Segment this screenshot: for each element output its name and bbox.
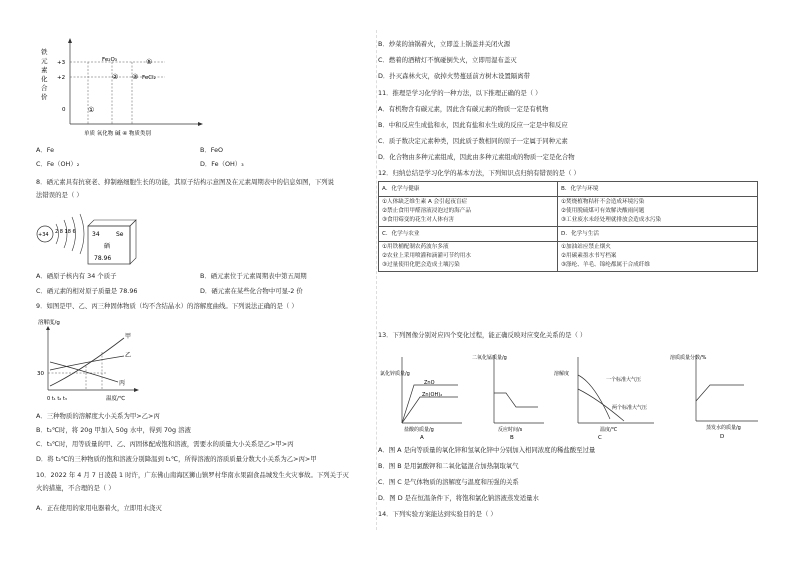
- y-label-char: 元: [41, 57, 48, 65]
- graph-a-ylabel: 氯化锌质量/g: [380, 371, 410, 377]
- q7-option-d[interactable]: D．Fe（OH）₃: [200, 160, 244, 168]
- graph-d-ylabel: 溶质质量分数/%: [670, 355, 707, 361]
- cell-c-head: C．化学与农业: [379, 227, 558, 242]
- q13-graph-c: [554, 345, 664, 441]
- graph-a-xlabel: 盐酸的质量/g: [404, 427, 434, 433]
- graph-c-label-1atm: 一个标准大气压: [606, 377, 642, 383]
- cell-c-body: [379, 242, 558, 272]
- label-bing: 丙: [119, 380, 126, 387]
- y-tick-30: 30: [37, 371, 44, 377]
- q10-option-b[interactable]: B．炒菜的油锅着火，立即盖上锅盖并关闭火源: [378, 40, 511, 48]
- q7-option-c[interactable]: C．Fe（OH）₂: [36, 160, 80, 168]
- cell-b-item: ②使用脱硫煤可有效解决酸雨问题: [561, 208, 645, 214]
- y-label-char: 价: [41, 93, 48, 101]
- q14-stem: 14．下列实验方案能达到实验目的是（ ）: [378, 510, 497, 518]
- q10-option-a[interactable]: A．正在使用的家用电器着火，立即用水浇灭: [36, 504, 162, 512]
- cell-a-body: [379, 197, 558, 227]
- q13-option-a[interactable]: A．图 A 是向等质量的氧化锌和氢氧化锌中分别加入相同浓度的稀盐酸至过量: [378, 446, 596, 454]
- table-row: [379, 197, 758, 227]
- graph-b-line: [494, 393, 538, 407]
- graph-b-ylabel: 二氧化锰质量/g: [472, 355, 507, 361]
- curve-yi: [50, 356, 124, 370]
- x-ticks: 0 t₁ t₂ t₃: [47, 396, 67, 402]
- label-yi: 乙: [125, 352, 132, 359]
- q11-stem: 11．推理是学习化学的一种方法，以下推理正确的是（ ）: [378, 89, 542, 97]
- y-label-char: 合: [41, 84, 48, 92]
- graph-a-line-zn-oh2: [402, 397, 458, 423]
- q8-stem-line2: 法错误的是（ ）: [36, 191, 83, 199]
- cell-d-head: D．化学与生活: [558, 227, 758, 242]
- point-5: ⑤: [146, 58, 153, 66]
- cell-a-item: ①人体缺乏维生素 A 会引起夜盲症: [382, 199, 468, 205]
- y-axis-label: 溶解度/g: [38, 320, 60, 326]
- table-row: [379, 227, 758, 242]
- iron-valence-chart: [40, 36, 210, 140]
- q13-option-c[interactable]: C．图 C 是气体物质的溶解度与温度和压强的关系: [378, 478, 519, 486]
- point-2: ②: [112, 73, 119, 81]
- element-symbol: Se: [116, 231, 124, 238]
- cell-a-head: A．化学与健康: [379, 182, 558, 197]
- graph-d-line: [696, 385, 744, 401]
- cell-c-item: ②农业上采用喷灌和滴灌可节约用水: [382, 253, 471, 259]
- q9-option-a[interactable]: A．三种物质的溶解度大小关系为甲>乙>丙: [36, 412, 160, 420]
- q9-option-d[interactable]: D．将 t₂℃的三种物质的饱和溶液分别降温到 t₁℃，所得溶液的溶质质量分数大小关系为乙>丙>甲: [36, 455, 317, 463]
- tick-zero: 0: [62, 107, 66, 113]
- y-label-char: 化: [41, 75, 48, 83]
- q13-option-b[interactable]: B．图 B 是用氯酸钾和二氧化锰混合加热制取氧气: [378, 462, 519, 470]
- q12-summary-table: [378, 181, 758, 272]
- q11-option-a[interactable]: A．有机物含有碳元素，因此含有碳元素的物质一定是有机物: [378, 105, 549, 113]
- cell-b-item: ①焚烧植物秸秆不会造成环境污染: [561, 199, 645, 205]
- x-axis-arrow: [198, 122, 203, 126]
- table-row: [379, 242, 758, 272]
- q11-option-c[interactable]: C．质子数决定元素种类，因此质子数相同的原子一定属于同种元素: [378, 137, 568, 145]
- graph-b-xlabel: 反应时间/s: [498, 427, 523, 433]
- cell-d-item: ②用碳素墨水书写档案: [561, 253, 617, 259]
- q9-option-b[interactable]: B．t₂℃时，将 20g 甲加入 50g 水中，得到 70g 溶液: [36, 426, 191, 434]
- q8-option-a[interactable]: A．硒原子核内有 34 个质子: [36, 272, 117, 280]
- point-6-label: FeCl₂: [142, 75, 156, 81]
- label-jia: 甲: [125, 333, 132, 340]
- graph-b-letter: B: [510, 435, 514, 441]
- cube-top: [88, 220, 136, 226]
- cell-b-body: [558, 197, 758, 227]
- graph-a-letter: A: [420, 435, 424, 441]
- element-name: 硒: [104, 243, 111, 250]
- q8-option-c[interactable]: C．硒元素的相对原子质量是 78.96: [36, 287, 138, 295]
- q11-option-b[interactable]: B．中和反应生成盐和水，因此有盐和水生成的反应一定是中和反应: [378, 121, 568, 129]
- q13-option-d[interactable]: D．图 D 是在恒温条件下，将饱和氯化钠溶液蒸发适量水: [378, 494, 539, 502]
- cell-d-body: [558, 242, 758, 272]
- periodic-table-cell: [86, 218, 146, 266]
- q13-stem: 13．下列图像分别对应四个变化过程，能正确反映对应变化关系的是（ ）: [378, 331, 587, 339]
- nucleus-charge: +34: [38, 232, 49, 238]
- point-4-label: Fe₂O₃: [102, 57, 117, 63]
- graph-d-xlabel: 蒸发水的质量/g: [706, 425, 741, 431]
- table-row: [379, 182, 758, 197]
- q7-option-a[interactable]: A．Fe: [36, 146, 55, 154]
- q13-graph-d: [670, 345, 766, 441]
- graph-c-ylabel: 溶解度: [554, 371, 570, 377]
- q9-stem: 9．如图是甲、乙、丙三种固体物质（均不含结晶水）的溶解度曲线。下列说法正确的是（ ）: [36, 302, 298, 310]
- y-axis-arrow: [46, 326, 50, 330]
- point-3: ③: [132, 73, 139, 81]
- graph-d-letter: D: [720, 434, 725, 440]
- shell-arc-4: [80, 214, 84, 254]
- q7-option-b[interactable]: B．FeO: [200, 146, 224, 154]
- y-axis-label: [41, 47, 48, 101]
- q8-stem-line1: 8．硒元素具有抗衰老、抑制癌细胞生长的功能，其原子结构示意图及在元素周期表中的信息如图，下列说: [36, 178, 335, 186]
- cell-d-item: ①加油站应禁止烟火: [561, 244, 611, 250]
- q8-option-d[interactable]: D．硒元素在某些化合物中可显-2 价: [200, 287, 303, 295]
- q10-option-c[interactable]: C．燃着的酒精灯不慎碰倒失火，立即用湿布盖灭: [378, 56, 517, 64]
- cell-a-item: ③食用霉变的花生对人体有害: [382, 217, 455, 223]
- x-axis-label: 单质 氧化物 碱 ④ 物质类别: [84, 131, 151, 137]
- x-axis-label: 温度/℃: [106, 396, 126, 402]
- y-label-char: 素: [41, 66, 48, 74]
- q11-option-d[interactable]: D．化合物由多种元素组成，因此由多种元素组成的物质一定是化合物: [378, 153, 575, 161]
- x-axis-arrow: [134, 388, 139, 392]
- q13-graph-a: [380, 345, 470, 441]
- q9-option-c[interactable]: C．t₃℃时，用等质量的甲、乙、丙固体配成饱和溶液，需要水的质量大小关系是乙>甲>丙: [36, 440, 294, 448]
- electron-shells: 2 8 18 6: [55, 229, 76, 235]
- cell-c-item: ③过量使用化肥会造成土壤污染: [382, 262, 460, 268]
- q13-graph-b: [472, 345, 552, 441]
- solubility-curve-chart: [36, 316, 156, 404]
- q10-stem-line1: 10．2022 年 4 月 7 日凌晨 1 时许，广东佛山南海区狮山镇罗村华南水果副食品城发生火灾事故。下列关于灭: [36, 471, 349, 479]
- graph-c-label-2atm: 两个标准大气压: [612, 405, 648, 411]
- atomic-number: 34: [92, 231, 100, 238]
- tick-plus2: +2: [57, 75, 66, 81]
- q8-option-b[interactable]: B．硒元素位于元素周期表中第五周期: [200, 272, 307, 280]
- column-divider: [376, 30, 377, 530]
- y-axis-arrow: [68, 38, 72, 43]
- right-column: [378, 0, 770, 562]
- cell-d-item: ③涤纶、羊毛、锦纶都属于合成纤维: [561, 262, 650, 268]
- point-1: ①: [88, 106, 95, 114]
- tick-plus3: +3: [57, 60, 66, 66]
- graph-a-line-zno: [402, 385, 458, 423]
- cell-b-head: B．化学与环境: [558, 182, 758, 197]
- atomic-mass: 78.96: [94, 255, 112, 262]
- q10-stem-line2: 火的措施，不合理的是（ ）: [36, 484, 115, 492]
- q12-stem: 12．归纳总结是学习化学的基本方法，下列知识点归纳有错误的是（ ）: [378, 169, 580, 177]
- cube-side: [130, 220, 136, 264]
- graph-c-xlabel: 温度/℃: [600, 427, 618, 433]
- graph-a-label-zn-oh2: Zn(OH)₂: [422, 392, 443, 398]
- cell-c-item: ①用铁桶配制农药波尔多液: [382, 244, 449, 250]
- curve-bing: [50, 362, 118, 382]
- graph-a-label-zno: ZnO: [424, 380, 435, 386]
- left-column: [30, 0, 375, 562]
- cell-b-item: ③工业废水未经处理就排放会造成水污染: [561, 217, 662, 223]
- q10-option-d[interactable]: D．扑灭森林火灾，砍掉火势蔓延前方树木设置隔离带: [378, 72, 530, 80]
- y-label-char: 铁: [41, 48, 48, 56]
- cell-a-item: ②禁止食用甲醛溶液浸泡过的海产品: [382, 208, 471, 214]
- graph-c-letter: C: [598, 435, 602, 441]
